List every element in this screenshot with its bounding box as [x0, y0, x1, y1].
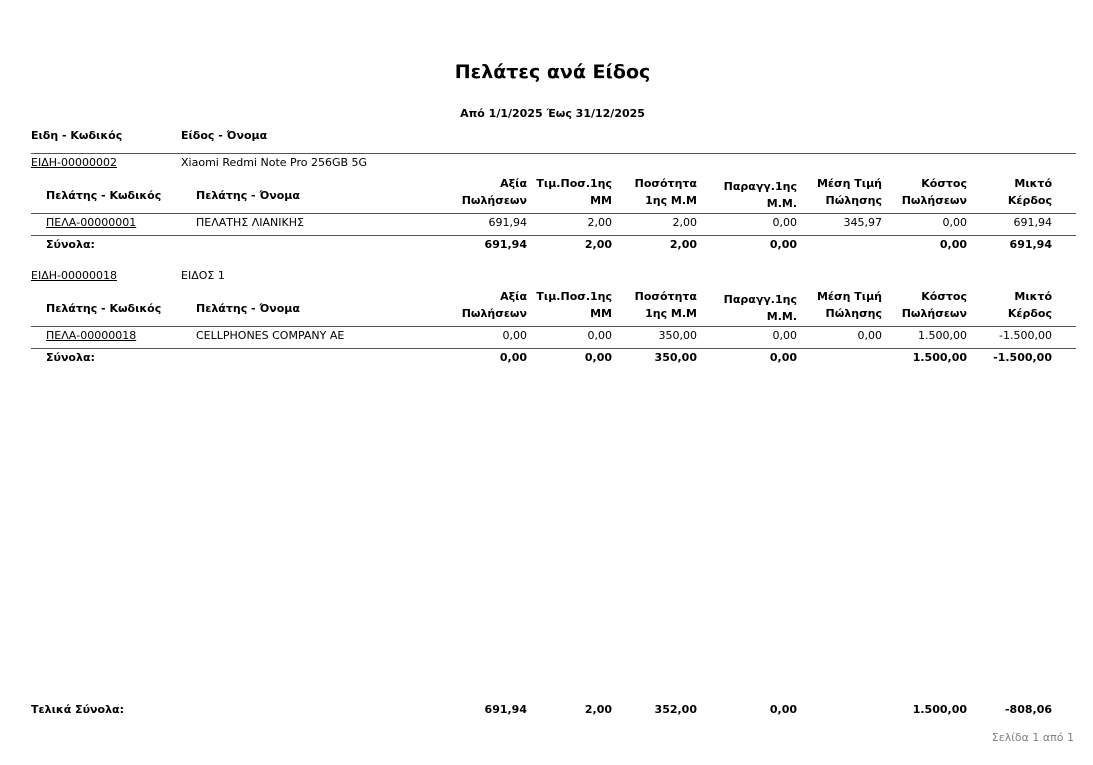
page-title: Πελάτες ανά Είδος — [454, 61, 651, 83]
col-sales-value: Αξία Πωλήσεων — [461, 177, 527, 207]
produced: 0,00 — [772, 329, 797, 342]
col-cost: Κόστος Πωλήσεων — [901, 177, 967, 207]
item-code-header: Ειδη - Κωδικός — [31, 129, 123, 142]
grand-profit: -808,06 — [1004, 703, 1052, 716]
quantity: 350,00 — [658, 329, 697, 342]
col-price-qty: Τιμ.Ποσ.1ης ΜΜ — [536, 177, 612, 207]
col-avg-price: Μέση Τιμή Πώλησης — [816, 177, 882, 207]
item-code-link[interactable]: ΕΙΔΗ-00000018 — [31, 269, 117, 282]
totals-label: Σύνολα: — [46, 238, 95, 251]
profit: -1.500,00 — [999, 329, 1052, 342]
row-divider — [31, 213, 1076, 214]
total-sales-value: 0,00 — [499, 351, 527, 364]
col-customer-code: Πελάτης - Κωδικός — [46, 302, 162, 315]
cost: 0,00 — [942, 216, 967, 229]
col-avg-price: Μέση Τιμή Πώλησης — [816, 290, 882, 320]
price-qty: 0,00 — [587, 329, 612, 342]
col-customer-code: Πελάτης - Κωδικός — [46, 189, 162, 202]
customer-name: ΠΕΛΑΤΗΣ ΛΙΑΝΙΚΗΣ — [196, 216, 304, 229]
total-sales-value: 691,94 — [484, 238, 527, 251]
total-profit: -1.500,00 — [993, 351, 1052, 364]
grand-quantity: 352,00 — [654, 703, 697, 716]
sales-value: 0,00 — [502, 329, 527, 342]
totals-divider — [31, 235, 1076, 236]
total-cost: 1.500,00 — [912, 351, 967, 364]
header-divider — [31, 153, 1076, 154]
avg-price: 345,97 — [843, 216, 882, 229]
price-qty: 2,00 — [587, 216, 612, 229]
quantity: 2,00 — [672, 216, 697, 229]
avg-price: 0,00 — [857, 329, 882, 342]
item-name: Xiaomi Redmi Note Pro 256GB 5G — [181, 156, 368, 169]
col-quantity: Ποσότητα 1ης Μ.Μ — [634, 290, 697, 320]
grand-price-qty: 2,00 — [584, 703, 612, 716]
col-price-qty: Τιμ.Ποσ.1ης ΜΜ — [536, 290, 612, 320]
total-price-qty: 2,00 — [584, 238, 612, 251]
report-period: Από 1/1/2025 Έως 31/12/2025 — [460, 107, 645, 120]
customer-name: CELLPHONES COMPANY AE — [196, 329, 345, 342]
col-sales-value: Αξία Πωλήσεων — [461, 290, 527, 320]
item-name: ΕΙΔΟΣ 1 — [181, 269, 225, 282]
col-customer-name: Πελάτης - Όνομα — [196, 189, 300, 202]
total-produced: 0,00 — [769, 351, 797, 364]
item-name-header: Είδος - Όνομα — [181, 129, 268, 142]
customer-code-link[interactable]: ΠΕΛΑ-00000018 — [46, 329, 137, 342]
item-code-link[interactable]: ΕΙΔΗ-00000002 — [31, 156, 117, 169]
sales-value: 691,94 — [488, 216, 527, 229]
customer-code-link[interactable]: ΠΕΛΑ-00000001 — [46, 216, 137, 229]
col-profit: Μικτό Κέρδος — [1007, 177, 1052, 207]
grand-totals-label: Τελικά Σύνολα: — [31, 703, 124, 716]
row-divider — [31, 326, 1076, 327]
total-cost: 0,00 — [939, 238, 967, 251]
cost: 1.500,00 — [918, 329, 967, 342]
profit: 691,94 — [1013, 216, 1052, 229]
grand-sales-value: 691,94 — [484, 703, 527, 716]
produced: 0,00 — [772, 216, 797, 229]
col-quantity: Ποσότητα 1ης Μ.Μ — [634, 177, 697, 207]
totals-divider — [31, 348, 1076, 349]
totals-label: Σύνολα: — [46, 351, 95, 364]
col-produced: Παραγγ.1ης Μ.Μ. — [723, 293, 797, 323]
col-cost: Κόστος Πωλήσεων — [901, 290, 967, 320]
total-price-qty: 0,00 — [584, 351, 612, 364]
col-produced: Παραγγ.1ης Μ.Μ. — [723, 180, 797, 210]
total-produced: 0,00 — [769, 238, 797, 251]
col-customer-name: Πελάτης - Όνομα — [196, 302, 300, 315]
total-quantity: 350,00 — [654, 351, 697, 364]
grand-cost: 1.500,00 — [912, 703, 967, 716]
total-profit: 691,94 — [1009, 238, 1052, 251]
page-number: Σελίδα 1 από 1 — [991, 731, 1074, 744]
col-profit: Μικτό Κέρδος — [1007, 290, 1052, 320]
total-quantity: 2,00 — [669, 238, 697, 251]
grand-produced: 0,00 — [769, 703, 797, 716]
